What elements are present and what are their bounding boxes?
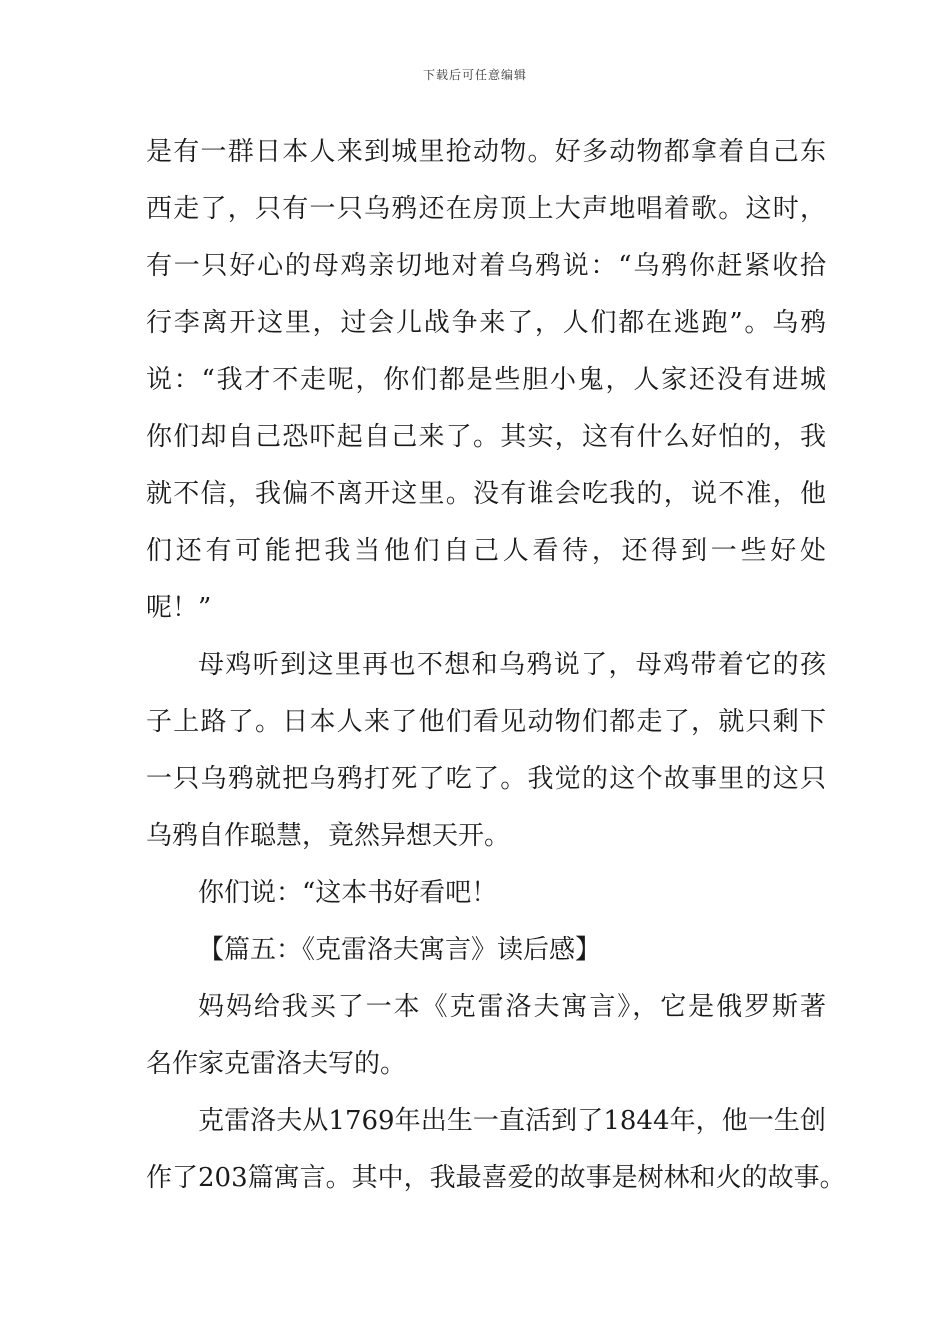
text-line: 们还有可能把我当他们自己人看待，还得到一些好处: [146, 536, 826, 566]
text-line: 一只乌鸦就把乌鸦打死了吃了。我觉的这个故事里的这只: [146, 764, 826, 794]
text-line: 作了203篇寓言。其中，我最喜爱的故事是树林和火的故事。: [146, 1163, 846, 1193]
text-line: 就不信，我偏不离开这里。没有谁会吃我的，说不准，他: [146, 479, 826, 509]
paragraph-first-line: 你们说：“这本书好看吧！: [198, 878, 498, 908]
document-body: [146, 124, 846, 1207]
text-line: 子上路了。日本人来了他们看见动物们都走了，就只剩下: [146, 707, 826, 737]
text-line: 是有一群日本人来到城里抢动物。好多动物都拿着自己东: [146, 137, 826, 167]
text-line: 说：“我才不走呢，你们都是些胆小鬼，人家还没有进城: [146, 365, 826, 395]
text-line: 有一只好心的母鸡亲切地对着乌鸦说：“乌鸦你赶紧收拾: [146, 251, 826, 281]
page-header-note: 下载后可任意编辑: [422, 68, 527, 82]
text-line: 名作家克雷洛夫写的。: [146, 1049, 407, 1079]
text-line: 乌鸦自作聪慧，竟然异想天开。: [146, 821, 511, 851]
text-line: 西走了，只有一只乌鸦还在房顶上大声地唱着歌。这时，: [146, 194, 826, 224]
text-line: 行李离开这里，过会儿战争来了，人们都在逃跑”。乌鸦: [146, 308, 826, 338]
text-line: 你们却自己恐吓起自己来了。其实，这有什么好怕的，我: [146, 422, 826, 452]
paragraph-first-line: 妈妈给我买了一本《克雷洛夫寓言》，它是俄罗斯著: [198, 992, 826, 1022]
paragraph-first-line: 母鸡听到这里再也不想和乌鸦说了，母鸡带着它的孩: [198, 650, 826, 680]
section-heading: 【篇五：《克雷洛夫寓言》读后感】: [198, 935, 602, 965]
text-line: 呢！”: [146, 593, 212, 623]
paragraph-first-line: 克雷洛夫从1769年出生一直活到了1844年，他一生创: [198, 1106, 826, 1136]
